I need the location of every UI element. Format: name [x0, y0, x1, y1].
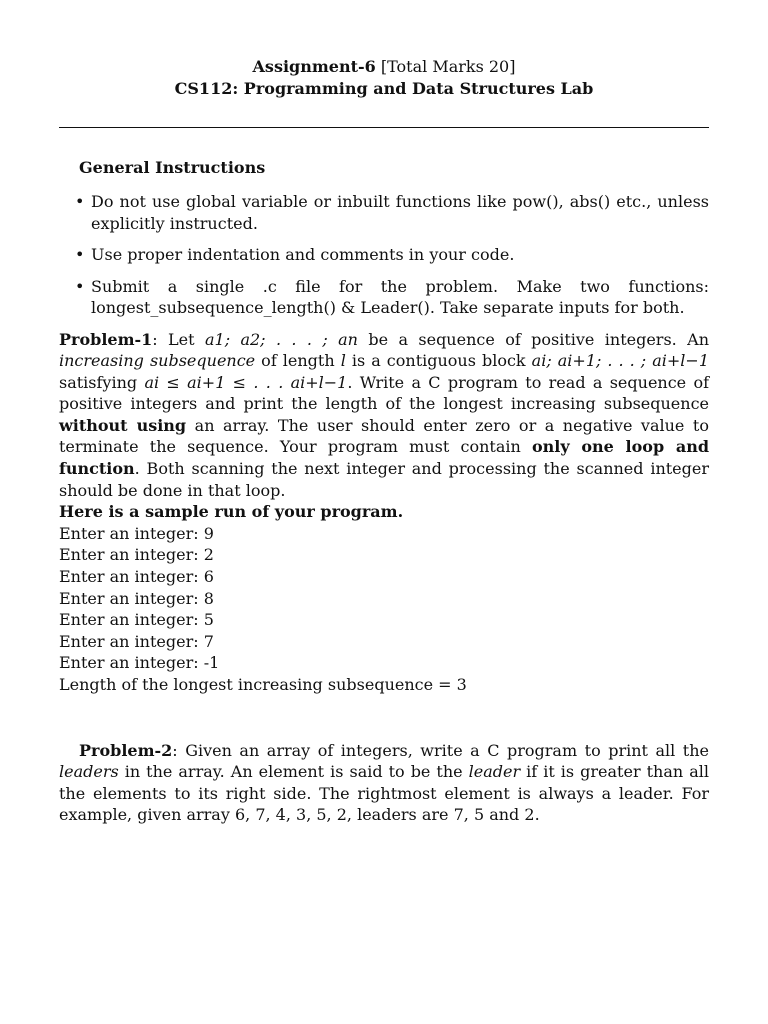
title-line: [59, 56, 709, 78]
sample-run-line: Enter an integer: 8: [59, 588, 214, 608]
problem-1-text: . Write a C program to read a sequence of positive integers and print the length of the longest increasing subsequence: [59, 372, 710, 414]
problem-1-statement: [59, 329, 709, 502]
leader-term: leader: [468, 762, 521, 782]
total-marks: [Total Marks 20]: [375, 57, 516, 76]
document-page: [59, 0, 709, 826]
problem-2-statement: [59, 740, 709, 826]
one-loop-emphasis: only one loop and function: [59, 437, 710, 479]
problem-2-text: if it is greater than all the elements to its right side. The rightmost element is always a leader. For example, given array 6, 7, 4, 3, 5, 2, leaders are 7, 5 and 2.: [59, 762, 709, 825]
problem-1-text: of length: [255, 351, 341, 371]
sequence-expression: a1; a2; . . . ; an: [204, 329, 358, 349]
bullet-icon: •: [75, 276, 85, 296]
sample-run-result: Length of the longest increasing subsequence = 3: [59, 675, 467, 694]
block-expression: ai; ai+1; . . . ; ai+l−1: [531, 351, 709, 371]
problem-1-text: . Both scanning the next integer and processing the scanned integer should be done in that loop.: [59, 459, 709, 500]
bullet-icon: •: [75, 192, 85, 211]
problem-1-label: Problem-1: [59, 329, 153, 349]
problem-1-text: : Let: [152, 329, 205, 349]
instruction-text: Submit a single .c file for the problem. Make two functions: longest_subsequence_length() & Leader(). Take separate inputs for both.: [91, 276, 709, 317]
bullet-icon: •: [75, 245, 85, 264]
sample-run-line: Enter an integer: -1: [59, 653, 220, 673]
condition-expression: ai ≤ ai+1 ≤ . . . ai+l−1: [144, 372, 348, 392]
header-divider: [59, 127, 709, 128]
sample-run-line: Enter an integer: 5: [59, 610, 214, 630]
sample-run-line: Enter an integer: 2: [59, 545, 214, 565]
problem-1-text: satisfying: [59, 372, 145, 392]
instruction-text: Do not use global variable or inbuilt functions like pow(), abs() etc., unless explicitly instructed.: [91, 192, 709, 233]
list-item: [75, 244, 709, 266]
leaders-term: leaders: [59, 762, 119, 782]
document-header: [59, 56, 709, 100]
problem-1-text: be a sequence of positive integers. An: [357, 329, 709, 349]
assignment-title: Assignment-6: [252, 57, 376, 76]
sample-run-line: Enter an integer: 6: [59, 567, 214, 587]
sample-run-heading: Here is a sample run of your program.: [59, 502, 404, 522]
problem-2-label: Problem-2: [79, 740, 173, 760]
sequence-math: [205, 330, 358, 349]
instruction-text: Use proper indentation and comments in your code.: [91, 245, 515, 264]
list-item: [75, 191, 709, 234]
problem-2-text: : Given an array of integers, write a C program to print all the: [172, 740, 709, 760]
increasing-subsequence-term: increasing subsequence: [59, 351, 256, 371]
without-using-emphasis: without using: [59, 415, 187, 435]
sample-run-line: Enter an integer: 7: [59, 631, 214, 651]
problem-1-text: is a contiguous block: [345, 351, 532, 371]
problem-2-text: in the array. An element is said to be the: [118, 762, 469, 782]
problem-1-text: an array. The user should enter zero or a negative value to terminate the sequence. Your program must contain: [59, 415, 709, 457]
sample-run-output: [59, 523, 709, 696]
length-variable: l: [340, 351, 346, 371]
sample-run-line: Enter an integer: 9: [59, 523, 214, 543]
instructions-heading: General Instructions: [79, 158, 266, 177]
list-item: [75, 276, 709, 319]
instructions-list: [59, 191, 709, 319]
course-title: CS112: Programming and Data Structures Lab: [174, 79, 594, 98]
